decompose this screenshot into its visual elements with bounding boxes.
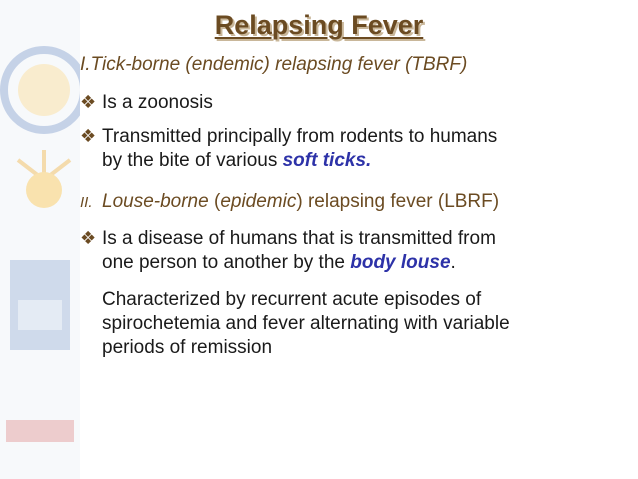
heading-part: ) relapsing fever (LBRF)	[296, 191, 500, 212]
heading-part: Louse-borne	[102, 191, 209, 212]
bullet-text-continuation: spirochetemia and fever alternating with variable	[102, 313, 510, 334]
bullet-transmitted	[80, 124, 612, 173]
bullet-text: Transmitted principally from rodents to humans	[102, 126, 498, 147]
bullet-zoonosis	[80, 90, 612, 115]
emphasis-body-louse: body louse	[350, 252, 451, 273]
bullet-text-end: .	[450, 252, 456, 273]
diamond-bullet-icon: ❖	[80, 228, 97, 248]
bullet-text: Is a zoonosis	[102, 92, 213, 113]
bullet-text-continuation: one person to another by the	[102, 252, 351, 273]
heading-tick-borne: I.Tick-borne (endemic) relapsing fever (TBRF)	[80, 54, 468, 75]
bullet-characterized	[80, 288, 612, 360]
bullet-disease	[80, 226, 612, 275]
slide-title: Relapsing Fever	[214, 10, 424, 40]
bullet-text-continuation: by the bite of various	[102, 150, 283, 171]
bullet-text: Characterized by recurrent acute episodes of	[102, 289, 482, 310]
institution-logo-watermark	[0, 0, 80, 479]
bullet-text-continuation: periods of remission	[102, 337, 273, 358]
roman-numeral: II.	[80, 194, 93, 211]
heading-louse-borne	[80, 190, 612, 215]
diamond-bullet-icon: ❖	[80, 126, 97, 146]
bullet-text: Is a disease of humans that is transmitted from	[102, 228, 496, 249]
heading-part: (	[208, 191, 221, 212]
emphasis-soft-ticks: soft ticks.	[282, 150, 372, 171]
diamond-bullet-icon: ❖	[80, 92, 97, 112]
heading-part: epidemic	[220, 191, 297, 212]
